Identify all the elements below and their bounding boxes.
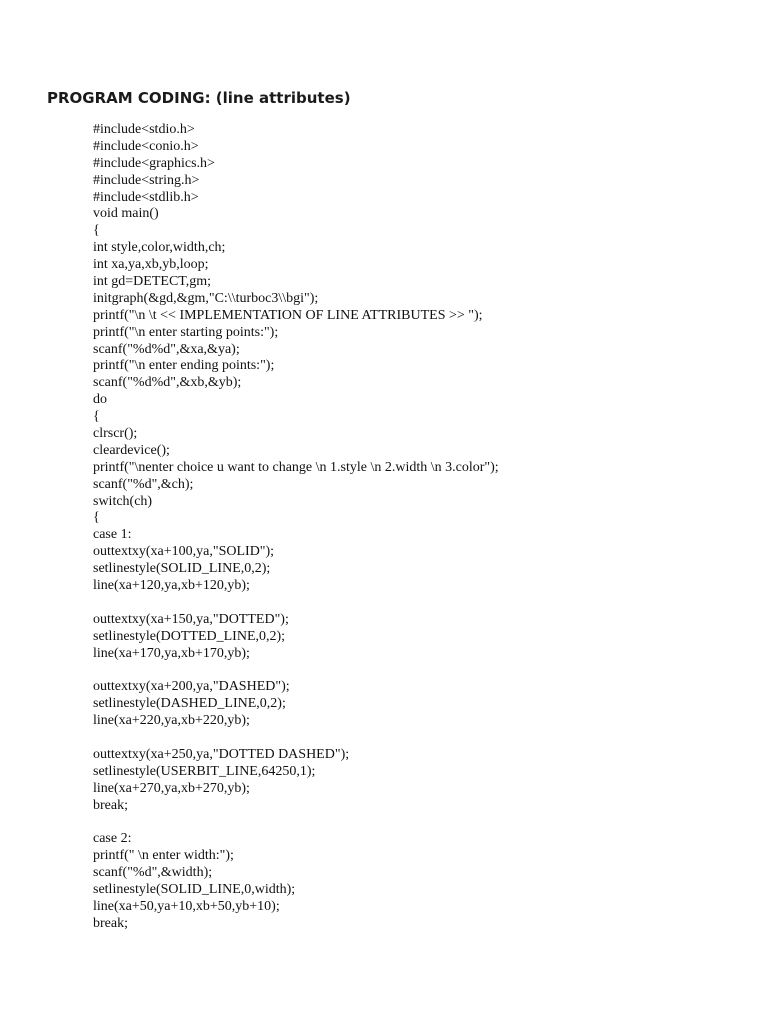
code-line: outtextxy(xa+150,ya,"DOTTED"); bbox=[93, 611, 289, 627]
code-line: int style,color,width,ch; bbox=[93, 240, 226, 256]
code-line: initgraph(&gd,&gm,"C:\\turboc3\\bgi"); bbox=[93, 290, 319, 306]
code-line: { bbox=[93, 510, 100, 526]
code-line: scanf("%d%d",&xa,&ya); bbox=[93, 341, 240, 357]
code-line: printf("\n \t << IMPLEMENTATION OF LINE ATTRIBUTES >> "); bbox=[93, 307, 483, 323]
code-line: outtextxy(xa+250,ya,"DOTTED DASHED"); bbox=[93, 746, 350, 762]
code-line: printf("\n enter starting points:"); bbox=[93, 324, 279, 340]
code-line: outtextxy(xa+200,ya,"DASHED"); bbox=[93, 679, 290, 695]
code-line: #include<stdlib.h> bbox=[93, 189, 199, 205]
code-line: scanf("%d",&ch); bbox=[93, 476, 194, 492]
code-line: int xa,ya,xb,yb,loop; bbox=[93, 257, 209, 273]
code-listing bbox=[93, 122, 499, 933]
code-line: setlinestyle(DOTTED_LINE,0,2); bbox=[93, 628, 286, 644]
code-line: cleardevice(); bbox=[93, 442, 170, 458]
code-line: #include<graphics.h> bbox=[93, 155, 215, 171]
code-line: setlinestyle(SOLID_LINE,0,width); bbox=[93, 882, 296, 898]
blank-line bbox=[93, 595, 499, 612]
code-line: line(xa+120,ya,xb+120,yb); bbox=[93, 578, 250, 594]
code-line: break; bbox=[93, 797, 128, 813]
code-line: #include<string.h> bbox=[93, 172, 200, 188]
code-line: switch(ch) bbox=[93, 493, 153, 509]
code-line: printf("\nenter choice u want to change \n 1.style \n 2.width \n 3.color"); bbox=[93, 459, 499, 475]
code-line: do bbox=[93, 392, 107, 408]
code-line: setlinestyle(USERBIT_LINE,64250,1); bbox=[93, 763, 316, 779]
code-line: scanf("%d",&width); bbox=[93, 865, 213, 881]
code-line: int gd=DETECT,gm; bbox=[93, 274, 212, 290]
code-line: outtextxy(xa+100,ya,"SOLID"); bbox=[93, 544, 275, 560]
code-line: line(xa+220,ya,xb+220,yb); bbox=[93, 713, 250, 729]
code-line: break; bbox=[93, 915, 128, 931]
code-line: #include<stdio.h> bbox=[93, 122, 195, 137]
page-title: PROGRAM CODING: (line attributes) bbox=[47, 89, 351, 107]
code-line: setlinestyle(DASHED_LINE,0,2); bbox=[93, 696, 286, 712]
blank-line bbox=[93, 663, 499, 680]
code-line: printf(" \n enter width:"); bbox=[93, 848, 234, 864]
code-line: case 1: bbox=[93, 527, 132, 543]
code-line: setlinestyle(SOLID_LINE,0,2); bbox=[93, 561, 271, 577]
code-line: printf("\n enter ending points:"); bbox=[93, 358, 275, 374]
code-line: line(xa+270,ya,xb+270,yb); bbox=[93, 780, 250, 796]
code-line: line(xa+50,ya+10,xb+50,yb+10); bbox=[93, 898, 280, 914]
blank-line bbox=[93, 815, 499, 832]
code-line: clrscr(); bbox=[93, 426, 138, 442]
code-line: { bbox=[93, 409, 100, 425]
blank-line bbox=[93, 730, 499, 747]
code-line: #include<conio.h> bbox=[93, 138, 199, 154]
code-line: case 2: bbox=[93, 831, 132, 847]
code-line: void main() bbox=[93, 206, 159, 222]
code-line: scanf("%d%d",&xb,&yb); bbox=[93, 375, 242, 391]
code-line: { bbox=[93, 223, 100, 239]
code-line: line(xa+170,ya,xb+170,yb); bbox=[93, 645, 250, 661]
